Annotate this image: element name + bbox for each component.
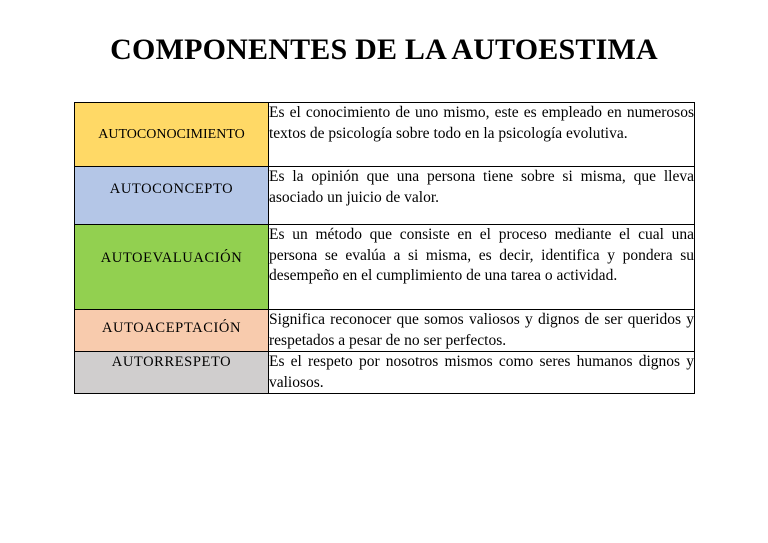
table-row (75, 225, 695, 310)
table-row (75, 352, 695, 394)
term-label: AUTOEVALUACIÓN (100, 249, 243, 266)
definition-cell: Es un método que consiste en el proceso mediante el cual una persona se evalúa a si misma, es decir, identifica y pondera su desempeño en el cumplimiento de una tarea o actividad. (269, 225, 695, 310)
term-cell (75, 225, 269, 310)
term-label: AUTOCONCEPTO (109, 180, 234, 197)
definition-cell: Es la opinión que una persona tiene sobre si misma, que lleva asociado un juicio de valor. (269, 167, 695, 225)
definition-cell: Es el conocimiento de uno mismo, este es empleado en numerosos textos de psicología sobre todo en la psicología evolutiva. (269, 103, 695, 167)
components-table (74, 102, 695, 394)
table-row (75, 167, 695, 225)
table-row (75, 103, 695, 167)
page-title: COMPONENTES DE LA AUTOESTIMA (110, 33, 658, 66)
term-cell (75, 352, 269, 394)
definition-cell: Es el respeto por nosotros mismos como seres humanos dignos y valiosos. (269, 352, 695, 394)
term-cell (75, 310, 269, 352)
table-row (75, 310, 695, 352)
term-label: AUTOCONOCIMIENTO (98, 126, 245, 142)
term-cell (75, 103, 269, 167)
term-label: AUTORRESPETO (111, 353, 232, 370)
term-label: AUTOACEPTACIÓN (101, 320, 242, 336)
definition-cell: Significa reconocer que somos valiosos y dignos de ser queridos y respetados a pesar de no ser perfectos. (269, 310, 695, 352)
term-cell (75, 167, 269, 225)
